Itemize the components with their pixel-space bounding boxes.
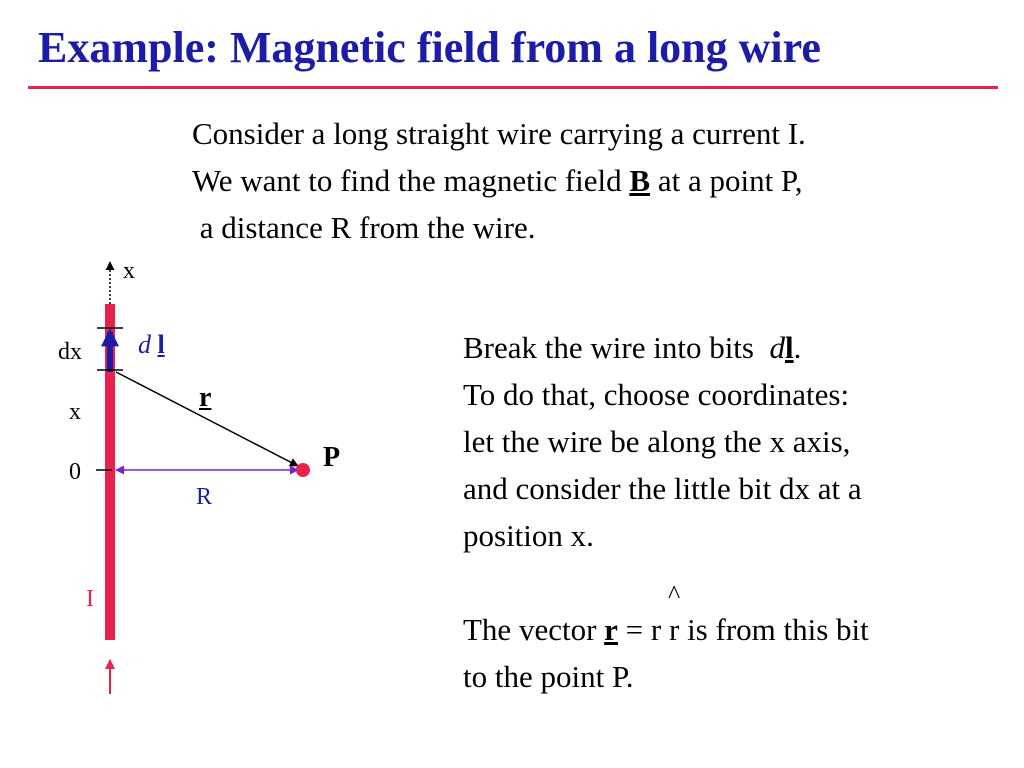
explain-dl-l: l — [785, 330, 794, 365]
explain-blank-line — [463, 559, 869, 609]
explain-line-2: To do that, choose coordinates: — [463, 377, 850, 412]
explain-line-3: let the wire be along the x axis, — [463, 424, 851, 459]
explain-dl-d: d — [769, 330, 785, 365]
explain-line-6 — [463, 580, 869, 653]
intro-line-2-end: at a point P, — [650, 163, 803, 198]
explain-line-5: position x. — [463, 518, 594, 553]
intro-line-1: Consider a long straight wire carrying a current I. — [192, 116, 806, 151]
dl-label — [138, 330, 165, 360]
explain-line-6-start: The vector — [463, 612, 605, 647]
r-vector-label: r — [199, 382, 212, 413]
dx-label: dx — [58, 339, 82, 365]
point-p-label: P — [323, 442, 341, 473]
explain-unit-r — [668, 580, 681, 653]
x-axis-label: x — [123, 258, 135, 284]
dl-label-l: l — [157, 330, 165, 359]
field-symbol-b: B — [629, 163, 651, 198]
explain-vector-r: r — [604, 612, 618, 647]
current-label: I — [86, 586, 94, 612]
dl-label-d: d — [138, 330, 151, 359]
hat-symbol: ^ — [668, 580, 681, 609]
point-p-dot — [296, 463, 310, 477]
wire-diagram — [0, 0, 460, 768]
explain-line-6-end: is from this bit — [679, 612, 869, 647]
x-position-label: x — [69, 399, 81, 425]
intro-line-3: a distance R from the wire. — [192, 210, 536, 245]
origin-label: 0 — [69, 459, 81, 485]
explanation-paragraph — [463, 324, 869, 700]
explain-line-4: and consider the little bit dx at a — [463, 471, 862, 506]
explain-unit-r-letter: r — [668, 612, 680, 647]
explain-line-7: to the point P. — [463, 659, 634, 694]
distance-label: R — [196, 484, 213, 510]
explain-line-1-text: Break the wire into bits — [463, 330, 770, 365]
explain-line-1 — [463, 324, 869, 371]
explain-line-1-end: . — [793, 330, 802, 365]
slide-title: Example: Magnetic field from a long wire — [38, 23, 821, 72]
explain-line-6-mid: = r — [617, 612, 669, 647]
intro-line-2-start: We want to find the magnetic field — [192, 163, 630, 198]
